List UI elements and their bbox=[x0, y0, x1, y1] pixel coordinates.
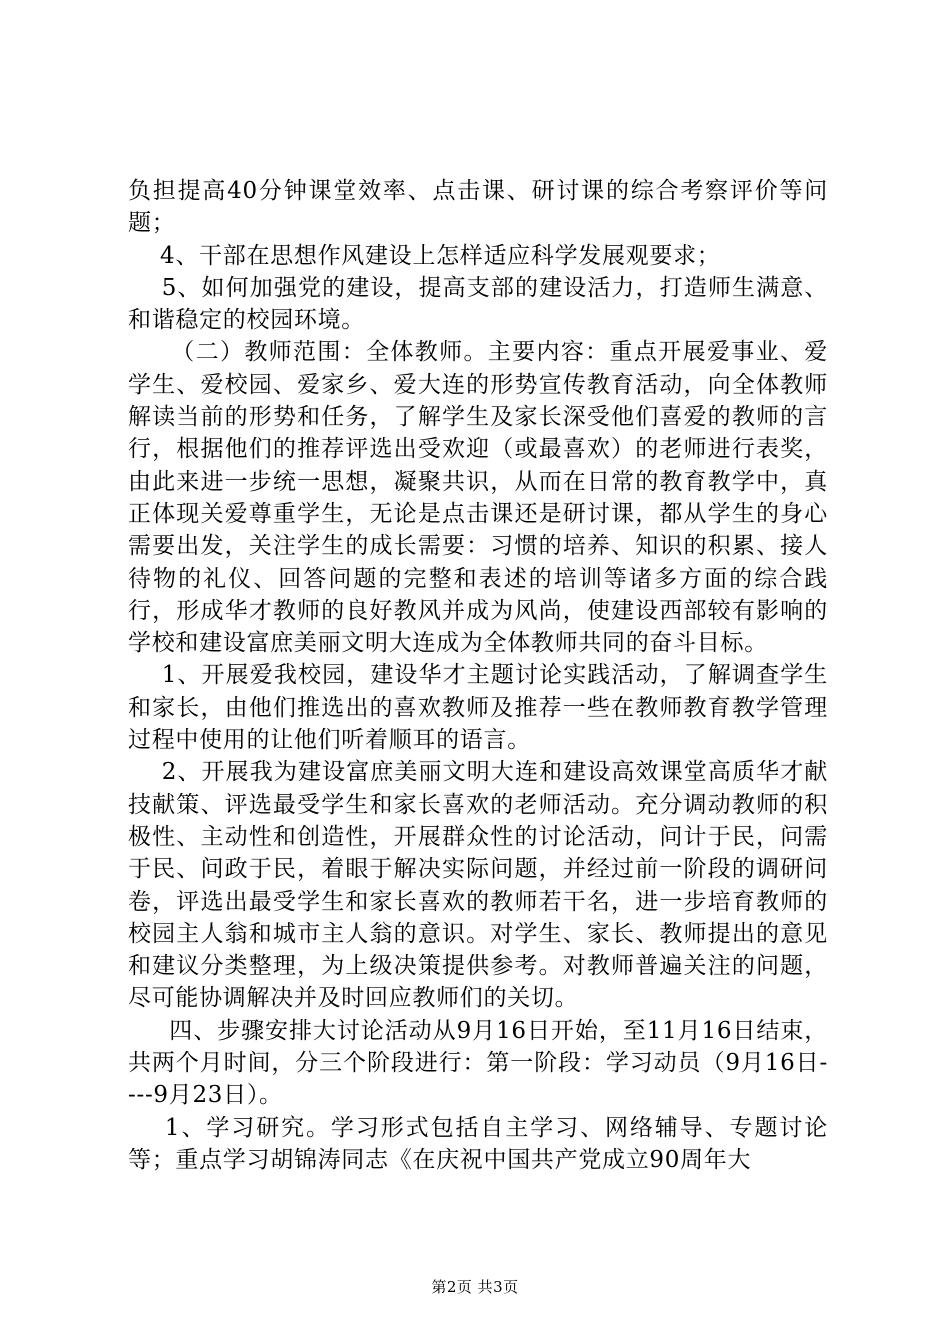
paragraph-7: 四、步骤安排大讨论活动从9月16日开始，至11月16日结束，共两个月时间，分三个阶段进行：第一阶段：学习动员（9月16日----9月23日）。 bbox=[128, 1017, 828, 1109]
paragraph-3: 5、如何加强党的建设，提高支部的建设活力，打造师生满意、和谐稳定的校园环境。 bbox=[128, 274, 828, 334]
paragraph-1: 负担提高40分钟课堂效率、点击课、研讨课的综合考察评价等问题； bbox=[128, 178, 828, 237]
paragraph-4: （二）教师范围：全体教师。主要内容：重点开展爱事业、爱学生、爱校园、爱家乡、爱大连的形势宣传教育活动，向全体教师解读当前的形势和任务，了解学生及家长深受他们喜爱的教师的言行，根据他们的推荐评选出受欢迎（或最喜欢）的老师进行表奖，由此来进一步统一思想，凝聚共识，从而在日常的教育教学中，真正体现关爱尊重学生，无论是点击课还是研讨课，都从学生的身心需要出发，关注学生的成长需要：习惯的培养、知识的积累、接人待物的礼仪、回答问题的完整和表述的培训等诸多方面的综合践行，形成华才教师的良好教风并成为风尚，使建设西部较有影响的学校和建设富庶美丽文明大连成为全体教师共同的奋斗目标。 bbox=[128, 339, 828, 657]
paragraph-8: 1、学习研究。学习形式包括自主学习、网络辅导、专题讨论等；重点学习胡锦涛同志《在庆祝中国共产党成立90周年大 bbox=[128, 1114, 828, 1173]
paragraph-2: 4、干部在思想作风建设上怎样适应科学发展观要求； bbox=[128, 242, 721, 269]
page-number-footer: 第2页 共3页 bbox=[431, 1278, 519, 1296]
paragraph-6: 2、开展我为建设富庶美丽文明大连和建设高效课堂高质华才献技献策、评选最受学生和家长喜欢的老师活动。充分调动教师的积极性、主动性和创造性，开展群众性的讨论活动，问计于民，问需于民、问政于民，着眼于解决实际问题，并经过前一阶段的调研问卷，评选出最受学生和家长喜欢的教师若干名，进一步培育教师的校园主人翁和城市主人翁的意识。对学生、家长、教师提出的意见和建议分类整理，为上级决策提供参考。对教师普遍关注的问题，尽可能协调解决并及时回应教师们的关切。 bbox=[128, 759, 828, 1012]
paragraph-5: 1、开展爱我校园，建设华才主题讨论实践活动，了解调查学生和家长，由他们推选出的喜欢教师及推荐一些在教师教育教学管理过程中使用的让他们听着顺耳的语言。 bbox=[128, 662, 828, 754]
document-body bbox=[128, 175, 828, 1176]
